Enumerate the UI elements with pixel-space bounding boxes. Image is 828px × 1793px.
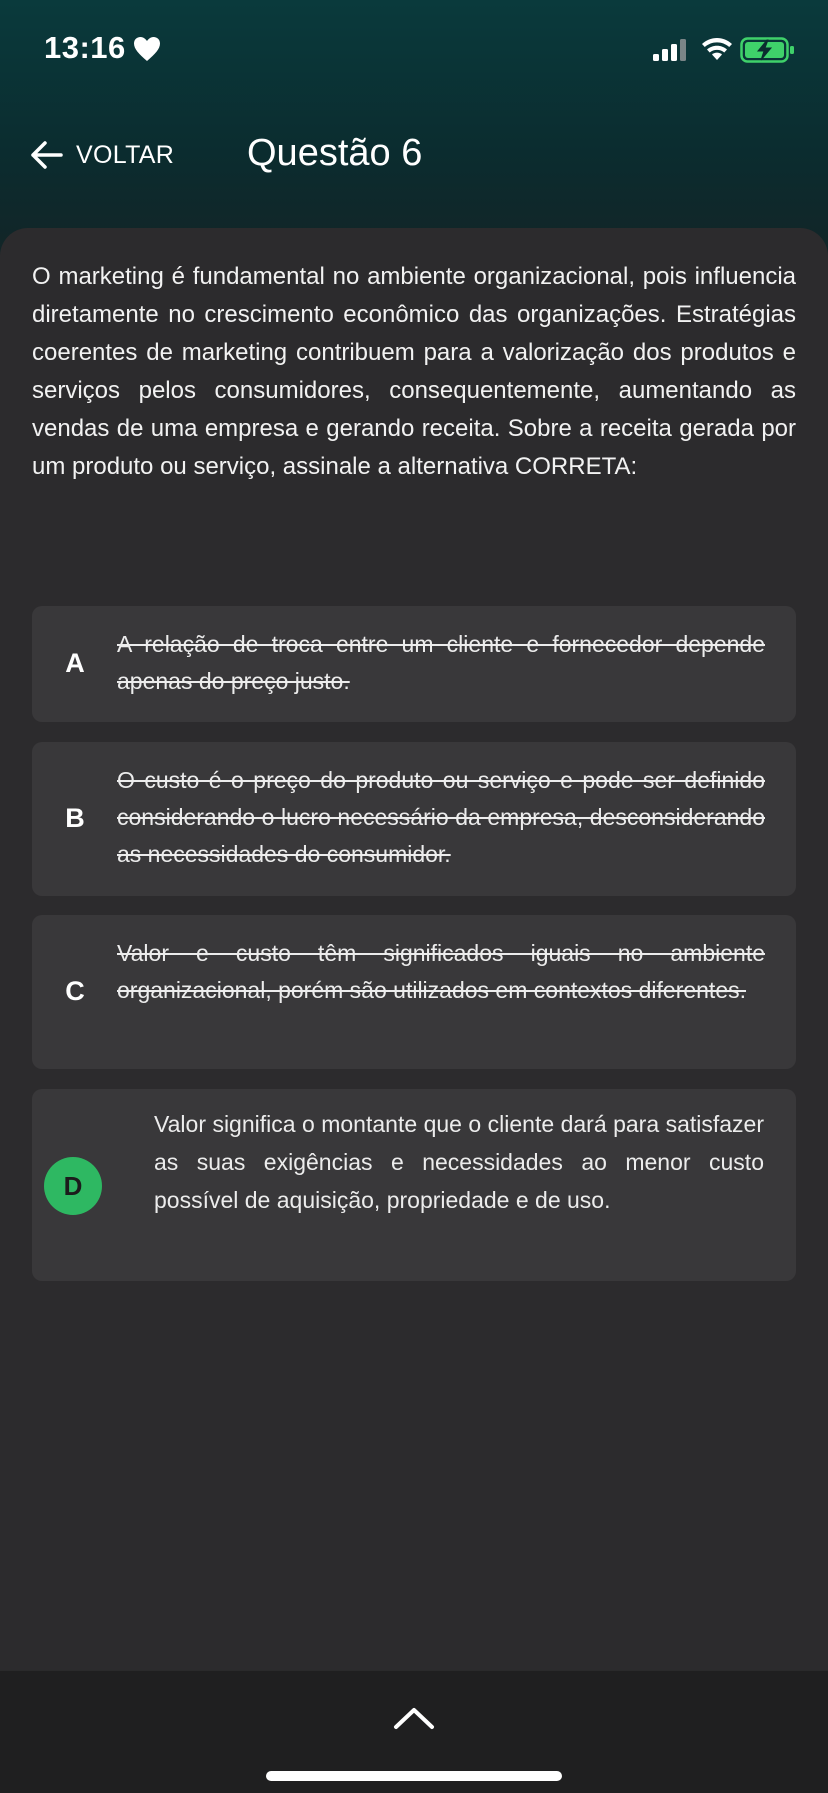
option-letter: A: [65, 648, 85, 678]
option-c[interactable]: [32, 915, 796, 1069]
option-letter: C: [65, 976, 85, 1006]
option-b[interactable]: [32, 742, 796, 896]
selected-answer-badge: D: [44, 1157, 102, 1215]
option-text: O custo é o preço do produto ou serviço e pode ser definido considerando o lucro necessário da empresa, desconsiderando as necessidades do consumidor.: [117, 767, 765, 867]
battery-charging-icon: [740, 36, 796, 64]
back-button[interactable]: [28, 132, 174, 178]
option-a[interactable]: [32, 606, 796, 722]
back-label: VOLTAR: [76, 140, 175, 169]
home-indicator[interactable]: [266, 1771, 562, 1781]
option-text: A relação de troca entre um cliente e fornecedor depende apenas do preço justo.: [117, 631, 765, 694]
header: [0, 120, 828, 190]
status-bar: [0, 0, 828, 100]
cellular-signal-icon: [652, 38, 690, 62]
option-text: Valor significa o montante que o cliente dará para satisfazer as suas exigências e necessidades ao menor custo possível de aquisição, propriedade e de uso.: [154, 1111, 764, 1213]
heart-icon: [133, 36, 161, 62]
arrow-left-icon: [28, 139, 64, 171]
bottom-bar: [0, 1670, 828, 1793]
option-d[interactable]: [32, 1089, 796, 1281]
option-letter: B: [65, 803, 85, 833]
chevron-up-icon[interactable]: [393, 1705, 435, 1731]
page-title: Questão 6: [247, 132, 423, 174]
option-text: Valor e custo têm significados iguais no ambiente organizacional, porém são utilizados em contextos diferentes.: [117, 940, 765, 1003]
status-time: 13:16: [44, 30, 126, 65]
question-text: O marketing é fundamental no ambiente organizacional, pois influencia diretamente no crescimento econômico das organizações. Estratégias coerentes de marketing contribuem para a valorização dos produtos e serviços pelos consumidores, consequentemente, aumentando as vendas de uma empresa e gerando receita. Sobre a receita gerada por um produto ou serviço, assinale a alternativa CORRETA:: [32, 263, 796, 480]
question-card: [0, 228, 828, 1668]
wifi-icon: [700, 34, 734, 62]
